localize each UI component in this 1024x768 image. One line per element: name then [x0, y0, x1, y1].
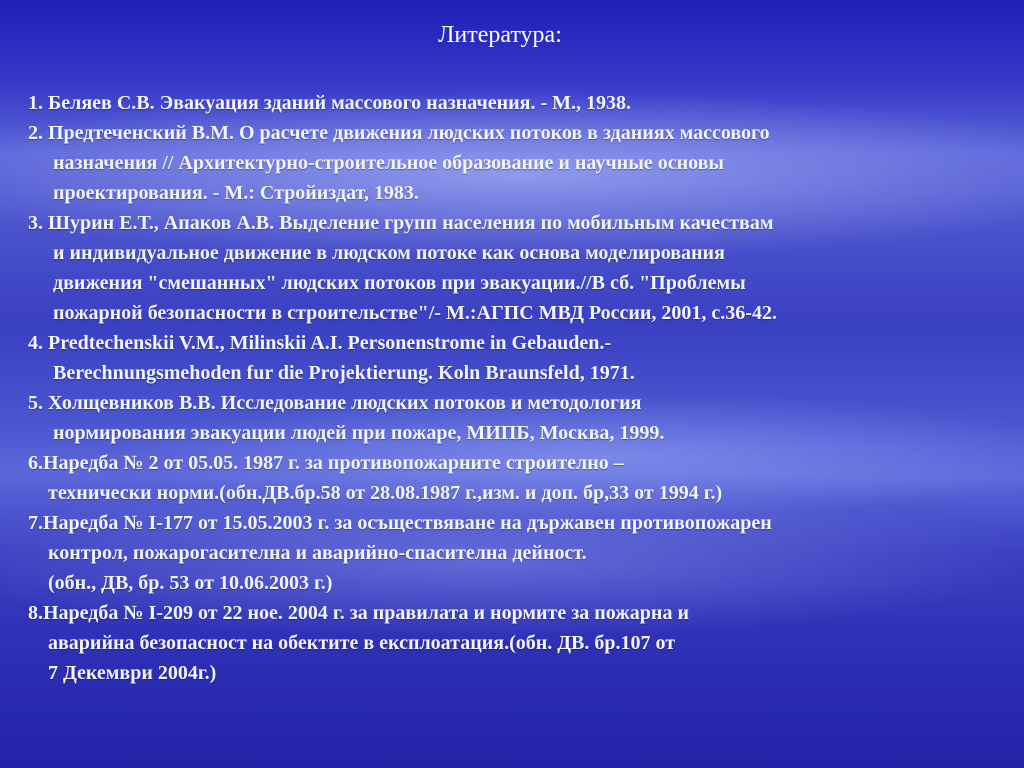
reference-list [28, 88, 998, 688]
reference-line: аварийна безопасност на обектите в експлоатация.(обн. ДВ. бр.107 от [48, 632, 676, 654]
reference-line: назначения // Архитектурно-строительное образование и научные основы [53, 152, 725, 174]
reference-line: технически норми.(обн.ДВ.бр.58 от 28.08.1987 г.,изм. и доп. бр,33 от 1994 г.) [48, 482, 723, 504]
reference-line: 6.Наредба № 2 от 05.05. 1987 г. за противопожарните строително – [28, 452, 624, 474]
reference-item-1 [28, 88, 998, 118]
reference-item-6 [28, 448, 998, 508]
reference-line: 5. Холщевников В.В. Исследование людских потоков и методология [28, 392, 642, 414]
slide-title: Литература: [438, 22, 562, 48]
reference-line: проектирования. - М.: Стройиздат, 1983. [53, 182, 419, 204]
reference-line: 1. Беляев С.В. Эвакуация зданий массового назначения. - М., 1938. [28, 92, 632, 114]
reference-item-3 [28, 208, 998, 328]
reference-item-7 [28, 508, 998, 598]
reference-item-5 [28, 388, 998, 448]
reference-line: движения "смешанных" людских потоков при эвакуации.//В сб. "Проблемы [53, 272, 746, 294]
reference-line: 8.Наредба № І-209 от 22 ное. 2004 г. за правилата и нормите за пожарна и [28, 602, 689, 624]
reference-item-2 [28, 118, 998, 208]
reference-line: нормирования эвакуации людей при пожаре, МИПБ, Москва, 1999. [53, 422, 665, 444]
reference-line: контрол, пожарогасителна и аварийно-спасителна дейност. [48, 542, 587, 564]
reference-line: 7.Наредба № І-177 от 15.05.2003 г. за осъществяване на държавен противопожарен [28, 512, 772, 534]
reference-line: 2. Предтеченский В.М. О расчете движения людских потоков в зданиях массового [28, 122, 770, 144]
reference-item-8 [28, 598, 998, 688]
reference-line: 4. Predtechenskii V.M., Milinskii A.I. Personenstrome in Gebauden.- [28, 332, 611, 354]
reference-line: пожарной безопасности в строительстве"/- М.:АГПС МВД России, 2001, с.36-42. [53, 302, 777, 324]
reference-line: 7 Декември 2004г.) [48, 662, 217, 684]
reference-item-4 [28, 328, 998, 388]
reference-line: 3. Шурин Е.Т., Апаков А.В. Выделение групп населения по мобильным качествам [28, 212, 774, 234]
reference-line: (обн., ДВ, бр. 53 от 10.06.2003 г.) [48, 572, 333, 594]
reference-line: и индивидуальное движение в людском потоке как основа моделирования [53, 242, 725, 264]
reference-line: Berechnungsmehoden fur die Projektierung. Koln Braunsfeld, 1971. [53, 362, 635, 384]
